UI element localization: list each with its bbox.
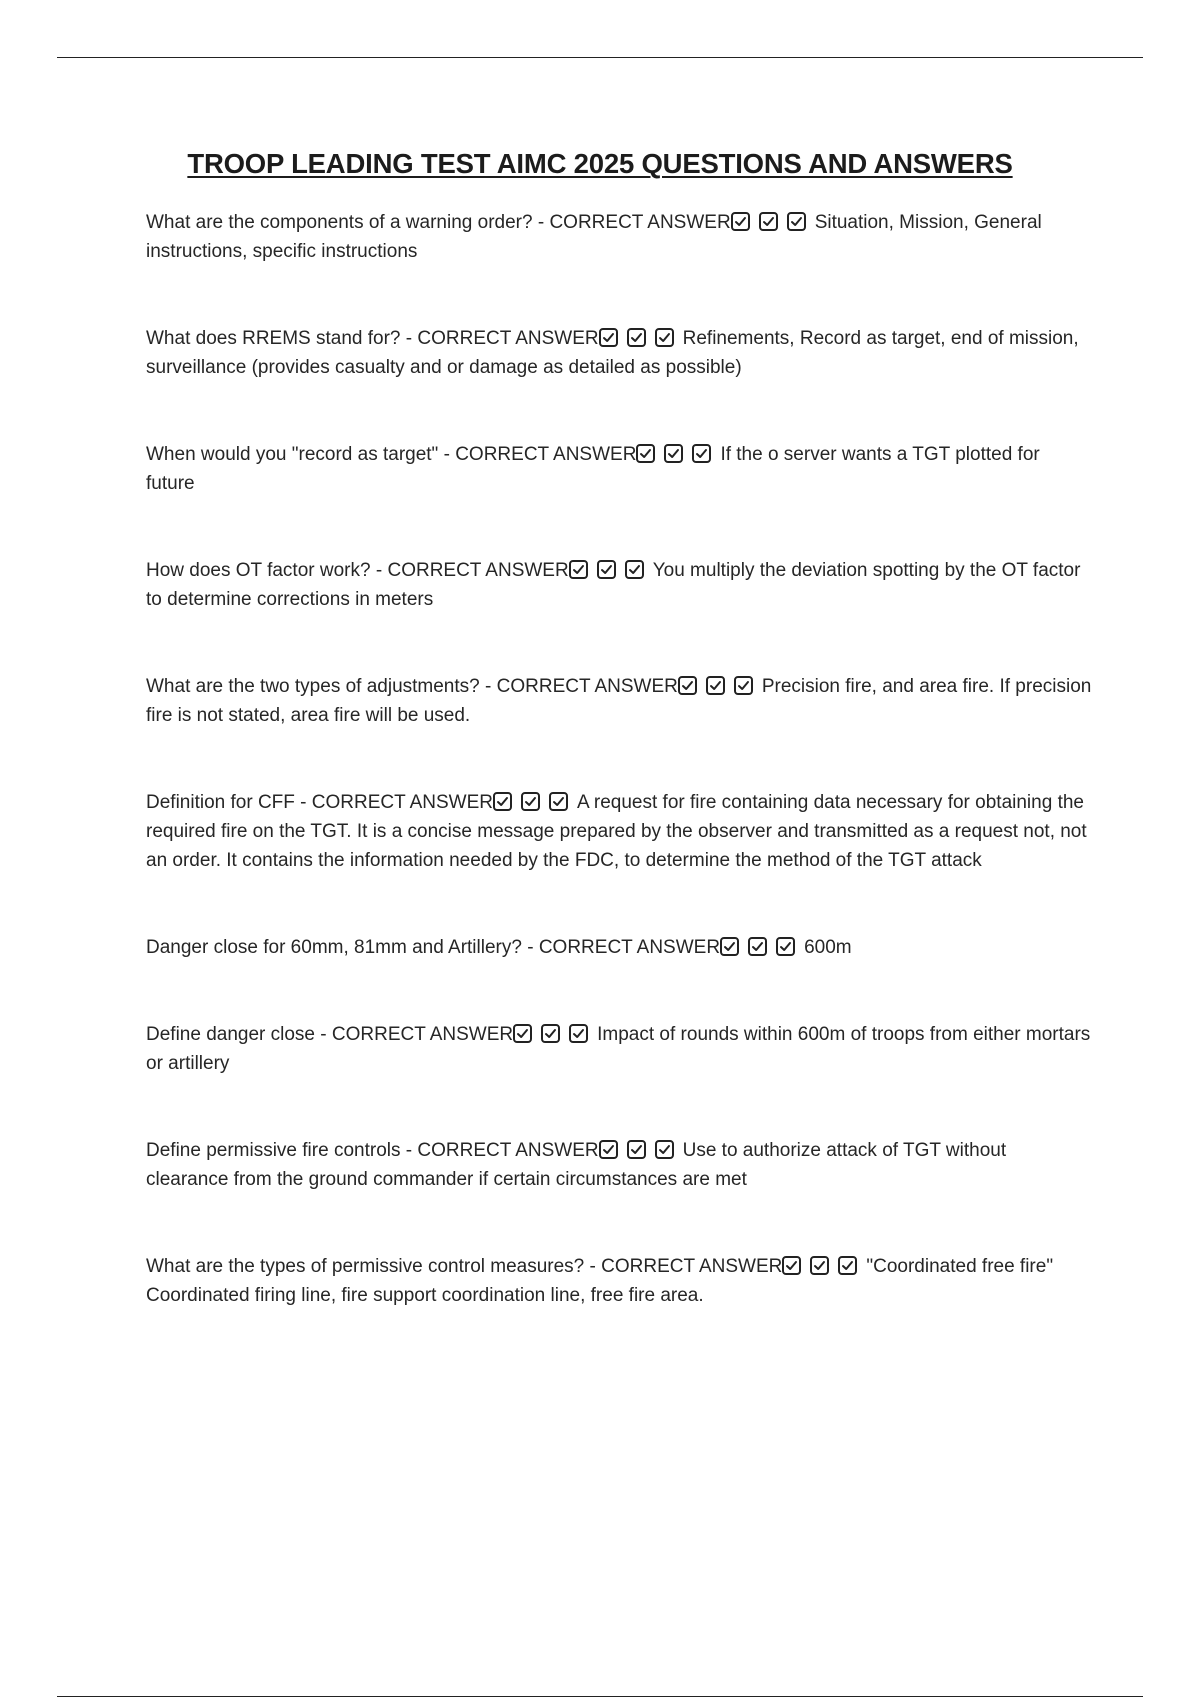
qa-item [146, 556, 1092, 614]
check-box-icon [692, 444, 711, 463]
answer-marker: CORRECT ANSWER [331, 1024, 514, 1045]
check-box-icon [776, 937, 795, 956]
separator: - [294, 792, 312, 813]
separator: - [400, 1140, 418, 1161]
check-box-icon [748, 937, 767, 956]
check-box-icon [636, 444, 655, 463]
answer-text: You multiply the deviation spotting by the OT factor to determine corrections in meters [146, 560, 1081, 610]
check-box-icon [521, 792, 540, 811]
check-box-icon [625, 560, 644, 579]
check-box-icon [513, 1024, 532, 1043]
question-text: Danger close for 60mm, 81mm and Artillery? [146, 937, 522, 958]
question-text: What are the components of a warning order? [146, 212, 533, 233]
check-box-icon [569, 560, 588, 579]
answer-text: "Coordinated free fire" Coordinated firing line, fire support coordination line, free fire area. [146, 1256, 1054, 1306]
check-box-icon [782, 1256, 801, 1275]
answer-marker: CORRECT ANSWER [387, 560, 569, 581]
answer-text: If the o server wants a TGT plotted for future [146, 444, 1040, 494]
check-box-icon [731, 212, 750, 231]
separator: - [532, 212, 550, 233]
check-box-icon [664, 444, 683, 463]
page-title: TROOP LEADING TEST AIMC 2025 QUESTIONS AND ANSWERS [187, 148, 1013, 179]
qa-item [146, 1020, 1092, 1078]
answer-marker: CORRECT ANSWER [538, 937, 721, 958]
question-text: What are the types of permissive control measures? [146, 1256, 585, 1277]
check-box-icon [734, 676, 753, 695]
answer-marker: CORRECT ANSWER [549, 212, 731, 233]
qa-item [146, 672, 1092, 730]
qa-item [146, 788, 1092, 875]
answer-marker: CORRECT ANSWER [496, 676, 678, 697]
question-text: Define danger close [146, 1024, 315, 1045]
answer-marker: CORRECT ANSWER [601, 1256, 783, 1277]
check-box-icon [787, 212, 806, 231]
check-box-icon [655, 1140, 674, 1159]
check-box-icon [597, 560, 616, 579]
check-box-icon [810, 1256, 829, 1275]
qa-item [146, 1252, 1092, 1310]
separator: - [438, 444, 456, 465]
answer-text: 600m [804, 937, 852, 958]
check-box-icon [627, 1140, 646, 1159]
answer-marker: CORRECT ANSWER [417, 328, 599, 349]
qa-item [146, 324, 1092, 382]
top-rule [57, 57, 1143, 58]
question-text: Define permissive fire controls [146, 1140, 401, 1161]
check-box-icon [655, 328, 674, 347]
check-box-icon [720, 937, 739, 956]
bottom-rule [57, 1696, 1143, 1697]
check-box-icon [541, 1024, 560, 1043]
check-box-icon [569, 1024, 588, 1043]
question-text: Definition for CFF [146, 792, 295, 813]
separator: - [400, 328, 418, 349]
answer-marker: CORRECT ANSWER [455, 444, 637, 465]
separator: - [315, 1024, 332, 1045]
answer-text: Precision fire, and area fire. If precision fire is not stated, area fire will be used. [146, 676, 1092, 726]
question-text: What does RREMS stand for? [146, 328, 401, 349]
answer-marker: CORRECT ANSWER [417, 1140, 599, 1161]
check-box-icon [678, 676, 697, 695]
qa-item [146, 1136, 1092, 1194]
answer-text: Situation, Mission, General instructions, specific instructions [146, 212, 1042, 262]
qa-list [146, 208, 1092, 1310]
qa-item [146, 440, 1092, 498]
answer-text: Use to authorize attack of TGT without clearance from the ground commander if certain circumstances are met [146, 1140, 1007, 1190]
separator: - [584, 1256, 602, 1277]
check-box-icon [493, 792, 512, 811]
answer-text: Impact of rounds within 600m of troops from either mortars or artillery [146, 1024, 1091, 1074]
separator: - [521, 937, 539, 958]
question-text: How does OT factor work? [146, 560, 371, 581]
check-box-icon [838, 1256, 857, 1275]
check-box-icon [599, 1140, 618, 1159]
check-box-icon [706, 676, 725, 695]
check-box-icon [549, 792, 568, 811]
check-box-icon [599, 328, 618, 347]
check-box-icon [627, 328, 646, 347]
answer-text: A request for fire containing data necessary for obtaining the required fire on the TGT. It is a concise message prepared by the observer and transmitted as a request not, not an order. It contains the information needed by the FDC, to determine the method of the TGT attack [146, 792, 1087, 871]
question-text: When would you "record as target" [146, 444, 439, 465]
check-box-icon [759, 212, 778, 231]
separator: - [479, 676, 497, 697]
qa-item [146, 208, 1092, 266]
answer-marker: CORRECT ANSWER [311, 792, 493, 813]
qa-item [146, 933, 1092, 962]
separator: - [370, 560, 388, 581]
question-text: What are the two types of adjustments? [146, 676, 480, 697]
answer-text: Refinements, Record as target, end of mission, surveillance (provides casualty and or damage as detailed as possible) [146, 328, 1079, 378]
